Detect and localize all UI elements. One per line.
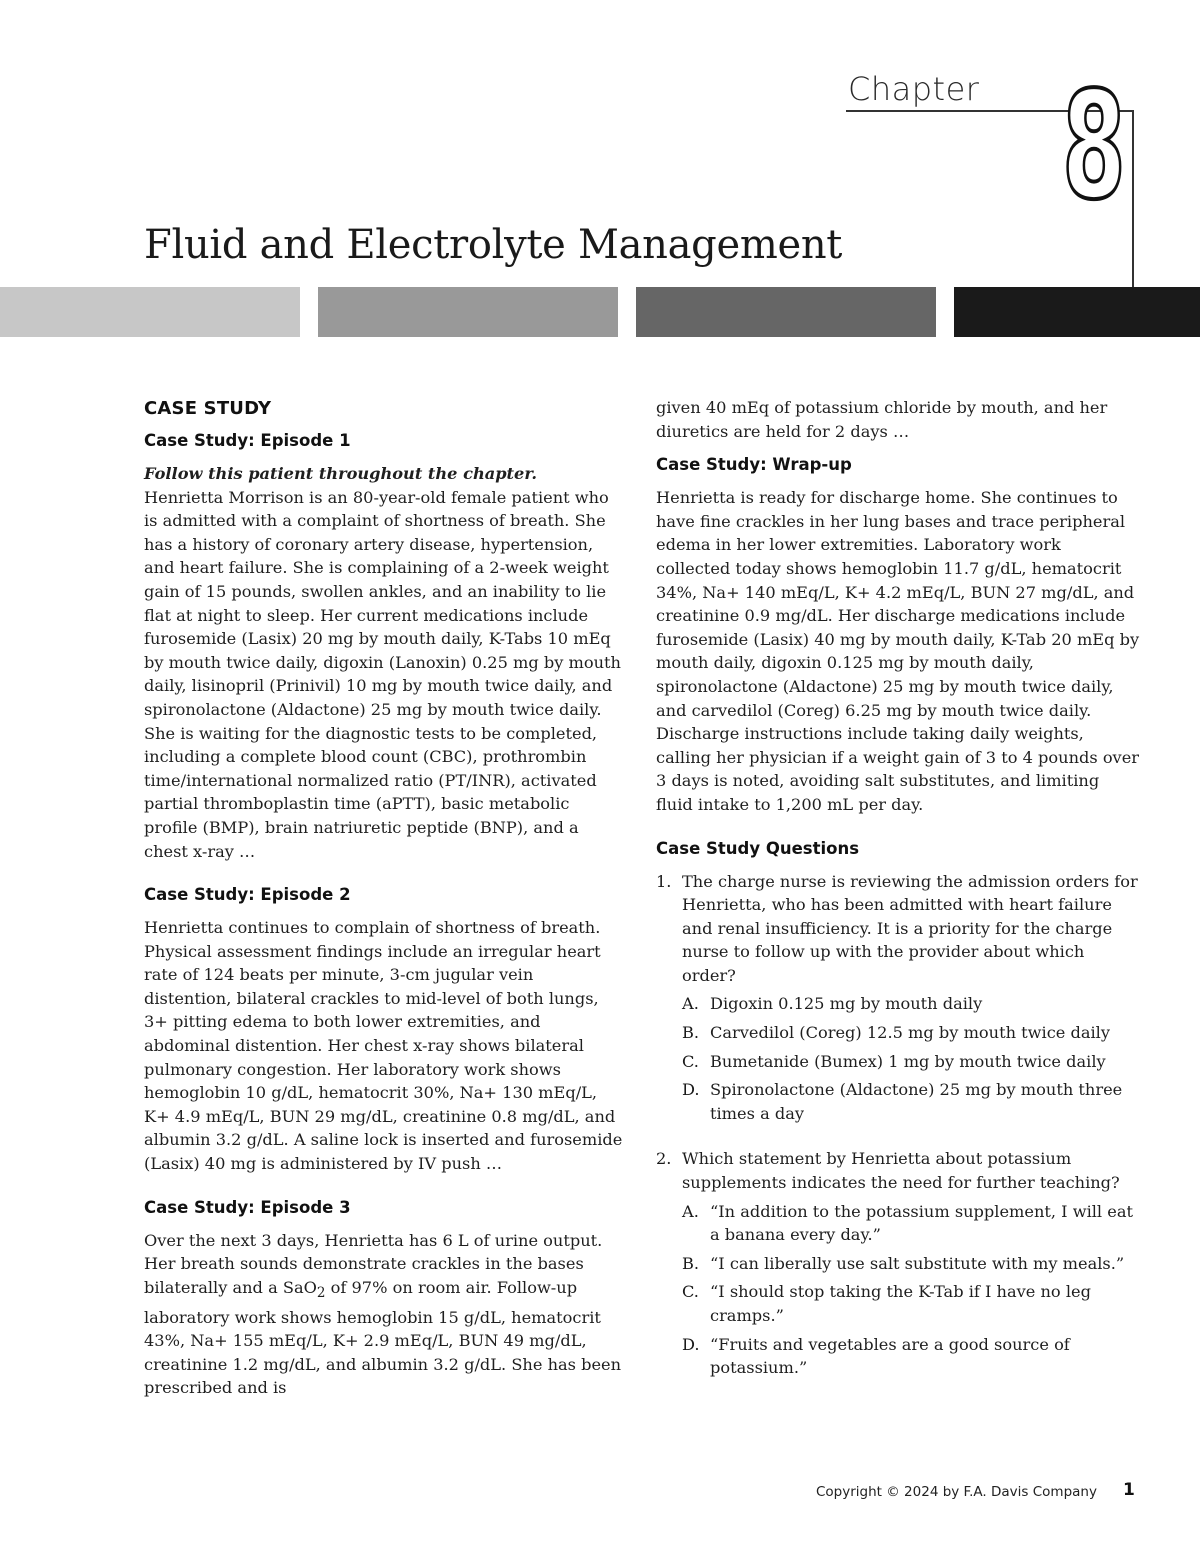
header-band-black	[954, 287, 1200, 337]
episode-1-title: Case Study: Episode 1	[144, 431, 351, 450]
option-text: “In addition to the potassium supplement, I will eat a banana every day.”	[710, 1201, 1133, 1245]
chapter-number: 8	[1062, 60, 1126, 232]
option-letter: B.	[682, 1253, 700, 1273]
answer-option[interactable]	[682, 1200, 1140, 1247]
answer-option[interactable]	[682, 992, 1140, 1016]
episode-1-text	[144, 462, 624, 863]
option-letter: C.	[682, 1282, 699, 1302]
option-letter: A.	[682, 1201, 699, 1221]
wrapup-body: Henrietta is ready for discharge home. She continues to have fine crackles in her lung bases and trace peripheral edema in her lower extremities. Laboratory work collected today shows hemoglobin 11.7 g/dL, hematocrit 34%, Na+ 140 mEq/L, K+ 4.2 mEq/L, BUN 27 mg/dL, and creatinine 0.9 mg/dL. Her discharge medications include furosemide (Lasix) 40 mg by mouth daily, K-Tab 20 mEq by mouth daily, digoxin 0.125 mg by mouth daily, spironolactone (Aldactone) 25 mg by mouth twice daily, and carvedilol (Coreg) 6.25 mg by mouth twice daily. Discharge instructions include taking daily weights, calling her physician if a weight gain of 3 to 4 pounds over 3 days is noted, avoiding salt substitutes, and limiting fluid intake to 1,200 mL per day.	[656, 488, 1140, 814]
episode-1-body: Henrietta Morrison is an 80-year-old female patient who is admitted with a complaint of shortness of breath. She has a history of coronary artery disease, hypertension, and heart failure. She is complaining of a 2-week weight gain of 15 pounds, swollen ankles, and an inability to lie flat at night to sleep. Her current medications include furosemide (Lasix) 20 mg by mouth daily, K-Tabs 10 mEq by mouth twice daily, digoxin (Lanoxin) 0.25 mg by mouth daily, lisinopril (Prinivil) 10 mg by mouth twice daily, and spironolactone (Aldactone) 25 mg by mouth twice daily. She is waiting for the diagnostic tests to be completed, including a complete blood count (CBC), prothrombin time/international normalized ratio (PT/INR), activated partial thromboplastin time (aPTT), basic metabolic profile (BMP), brain natriuretic peptide (BNP), and a chest x-ray …	[144, 487, 621, 861]
answer-option[interactable]	[682, 1280, 1140, 1327]
page-number: 1	[1123, 1480, 1135, 1500]
episode-3-body-part1: Over the next 3 days, Henrietta has 6 L of urine output. Her breath sounds demonstrate crackles in the bases bilaterally and a SaO	[144, 1230, 603, 1297]
answer-option[interactable]	[682, 1333, 1140, 1380]
answer-option[interactable]	[682, 1050, 1140, 1074]
chapter-title: Fluid and Electrolyte Management	[144, 222, 843, 268]
option-letter: A.	[682, 994, 699, 1014]
header-band-mid	[318, 287, 618, 337]
option-text: “I should stop taking the K-Tab if I have no leg cramps.”	[710, 1282, 1091, 1325]
header-band-light	[0, 287, 300, 337]
wrapup-title: Case Study: Wrap-up	[656, 455, 852, 475]
question-1	[656, 870, 1140, 1126]
episode-3-body-part2: of 97% on room air. Follow-up laboratory work shows hemoglobin 15 g/dL, hematocrit 43%, Na+ 155 mEq/L, K+ 2.9 mEq/L, BUN 49 mg/dL, creatinine 1.2 mg/dL, and albumin 3.2 g/dL. She has been prescribed and is	[144, 1277, 622, 1398]
question-1-text: The charge nurse is reviewing the admission orders for Henrietta, who has been admitted with heart failure and renal insufficiency. It is a priority for the charge nurse to follow up with the provider about which order?	[682, 871, 1138, 985]
option-text: Digoxin 0.125 mg by mouth daily	[710, 994, 983, 1014]
sao2-subscript: 2	[316, 1285, 326, 1302]
option-text: Carvedilol (Coreg) 12.5 mg by mouth twice daily	[710, 1023, 1111, 1043]
episode-3-continuation: given 40 mEq of potassium chloride by mouth, and her diuretics are held for 2 days …	[656, 398, 1108, 441]
option-text: “I can liberally use salt substitute with my meals.”	[710, 1253, 1125, 1273]
episode-2-title: Case Study: Episode 2	[144, 885, 351, 905]
episode-3-title: Case Study: Episode 3	[144, 1197, 351, 1217]
option-text: Bumetanide (Bumex) 1 mg by mouth twice daily	[710, 1051, 1106, 1071]
option-text: “Fruits and vegetables are a good source of potassium.”	[710, 1334, 1070, 1378]
episode-2-body: Henrietta continues to complain of shortness of breath. Physical assessment findings include an irregular heart rate of 124 beats per minute, 3-cm jugular vein distention, bilateral crackles to mid-level of both lungs, 3+ pitting edema to both lower extremities, and abdominal distention. Her chest x-ray shows bilateral pulmonary congestion. Her laboratory work shows hemoglobin 10 g/dL, hematocrit 30%, Na+ 130 mEq/L, K+ 4.9 mEq/L, BUN 29 mg/dL, creatinine 0.8 mg/dL, and albumin 3.2 g/dL. A saline lock is inserted and furosemide (Lasix) 40 mg is administered by IV push …	[144, 918, 623, 1174]
question-2-number: 2.	[656, 1149, 672, 1169]
answer-option[interactable]	[682, 1078, 1140, 1125]
question-2-text: Which statement by Henrietta about potassium supplements indicates the need for further teaching?	[682, 1149, 1120, 1193]
question-2	[656, 1147, 1140, 1379]
option-letter: C.	[682, 1051, 699, 1071]
option-letter: D.	[682, 1334, 700, 1354]
copyright-notice: Copyright © 2024 by F.A. Davis Company	[816, 1484, 1097, 1500]
answer-option[interactable]	[682, 1021, 1140, 1045]
case-study-heading: CASE STUDY	[144, 398, 272, 419]
option-letter: B.	[682, 1023, 700, 1043]
question-1-number: 1.	[656, 871, 672, 891]
answer-option[interactable]	[682, 1252, 1140, 1276]
header-band-dark	[636, 287, 936, 337]
right-column	[656, 396, 1140, 1380]
episode-1-intro: Follow this patient throughout the chapter.	[144, 464, 538, 483]
chapter-rule-vertical	[1132, 110, 1134, 288]
option-text: Spironolactone (Aldactone) 25 mg by mouth three times a day	[710, 1080, 1123, 1123]
questions-title: Case Study Questions	[656, 838, 860, 858]
episode-3-body	[144, 1229, 624, 1400]
left-column	[144, 396, 624, 1400]
option-letter: D.	[682, 1080, 700, 1100]
chapter-label: Chapter	[848, 70, 980, 108]
